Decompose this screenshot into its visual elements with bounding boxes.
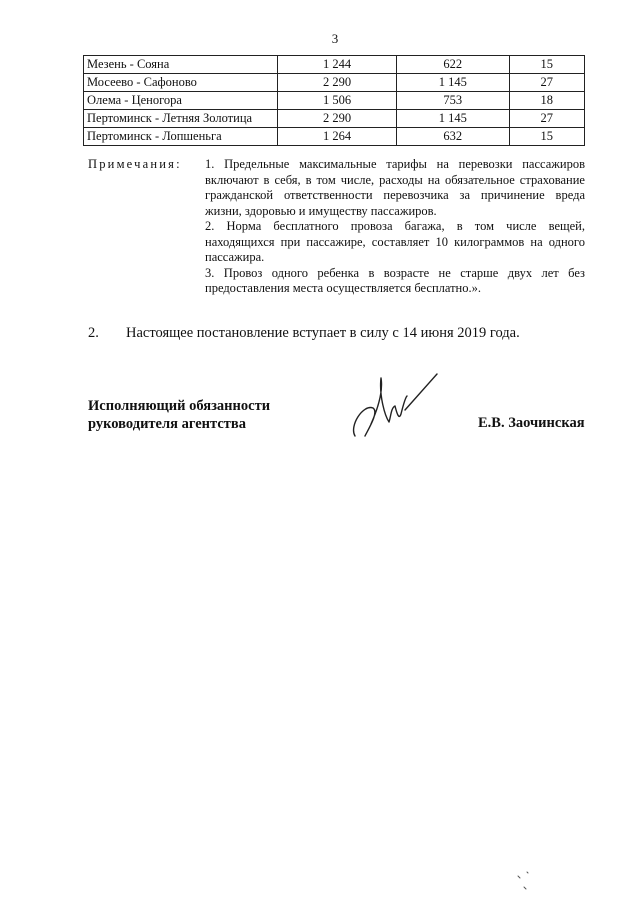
notes-list <box>205 157 585 297</box>
value-cell: 18 <box>509 92 584 110</box>
table-row <box>84 56 585 74</box>
route-cell: Пертоминск - Летняя Золотица <box>84 110 278 128</box>
signatory-name: Е.В. Заочинская <box>478 415 585 431</box>
note-item: 2. Норма бесплатного провоза багажа, в том числе вещей, находящихся при пассажире, составляет 10 килограммов на одного пассажира. <box>205 219 585 264</box>
signatory-title <box>88 397 270 433</box>
value-cell: 27 <box>509 74 584 92</box>
value-cell: 632 <box>396 128 509 146</box>
table-row <box>84 128 585 146</box>
value-cell: 1 244 <box>278 56 397 74</box>
note-item: 1. Предельные максимальные тарифы на перевозки пассажиров включают в себя, в том числе, расходы на обязательное страхование гражданской ответственности перевозчика за причинение вреда жизни, здоровью и имуществу пассажиров. <box>205 157 585 218</box>
value-cell: 753 <box>396 92 509 110</box>
notes-label: Примечания: <box>88 157 182 171</box>
signatory-title-line: руководителя агентства <box>88 416 246 432</box>
value-cell: 622 <box>396 56 509 74</box>
value-cell: 1 264 <box>278 128 397 146</box>
value-cell: 1 145 <box>396 110 509 128</box>
note-item: 3. Провоз одного ребенка в возрасте не старше двух лет без предоставления места осуществляется бесплатно.». <box>205 265 585 295</box>
handwritten-signature <box>345 366 445 448</box>
value-cell: 1 145 <box>396 74 509 92</box>
scan-artifact <box>515 868 535 890</box>
table-row <box>84 92 585 110</box>
route-cell: Олема - Ценогора <box>84 92 278 110</box>
value-cell: 1 506 <box>278 92 397 110</box>
effective-date-clause <box>88 325 520 342</box>
value-cell: 2 290 <box>278 74 397 92</box>
value-cell: 27 <box>509 110 584 128</box>
value-cell: 15 <box>509 56 584 74</box>
route-cell: Пертоминск - Лопшеньга <box>84 128 278 146</box>
clause-text: Настоящее постановление вступает в силу с 14 июня 2019 года. <box>126 325 520 341</box>
route-cell: Мезень - Сояна <box>84 56 278 74</box>
table-row <box>84 110 585 128</box>
table-row <box>84 74 585 92</box>
signatory-title-line: Исполняющий обязанности <box>88 398 271 414</box>
clause-number: 2. <box>88 325 99 341</box>
page-number: 3 <box>331 31 339 46</box>
tariff-table <box>83 55 585 146</box>
value-cell: 2 290 <box>278 110 397 128</box>
route-cell: Мосеево - Сафоново <box>84 74 278 92</box>
value-cell: 15 <box>509 128 584 146</box>
